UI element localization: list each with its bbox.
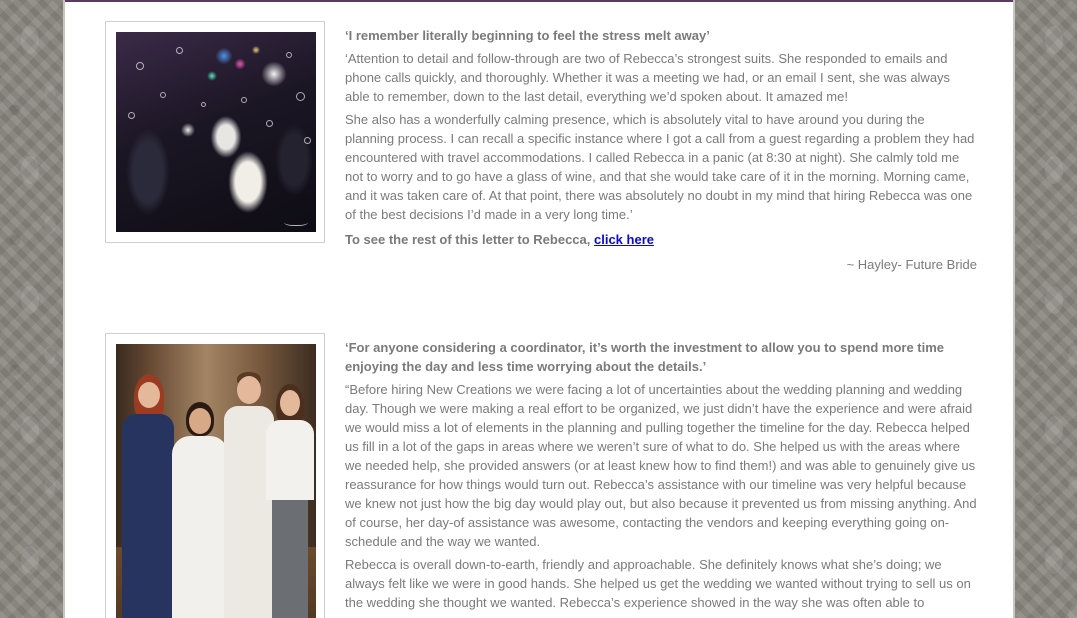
testimonial-title: ‘For anyone considering a coordinator, it’s worth the investment to allow you to spend more time enjoying the day and less time worrying about the details.’ [345,340,945,374]
person-figure [172,402,228,618]
content-page [63,0,1015,618]
testimonial-paragraph: “Before hiring New Creations we were facing a lot of uncertainties about the wedding planning and wedding day. Though we were making a real effort to be organized, we just didn’t have the experience and were afraid we would miss a lot of elements in the planning and pulling together the timeline for the day. Rebecca helped us fill in a lot of the gaps in areas where we weren’t sure of what to do. She helped us with the areas where we needed help, she provided answers (or at least knew how to find them!) and was able to genuinely give us reassurance for how things would turn out. Rebecca’s assistance with our timeline was very helpful because we knew not just how the big day would play out, but also because it prevented us from missing anything. And of course, her day-of assistance was awesome, contacting the vendors and keeping everything going on-schedule and the way we wanted. [345,382,977,549]
testimonial-paragraph: She also has a wonderfully calming presence, which is absolutely vital to have around you during the planning process. I can recall a specific instance where I got a call from a guest regarding a problem they had encountered with travel accommodations. I called Rebecca in a panic (at 8:30 at night). She calmly told me not to worry and to go have a glass of wine, and that she would take care of it in the morning. Morning came, and it was taken care of. At that point, there was absolutely no doubt in my mind that hiring Rebecca was one of the best decisions I’d made in a very long time.’ [345,112,975,222]
photo-frame [105,21,325,243]
testimonial-new-creations [105,333,977,618]
testimonial-signature: ~ Hayley- Future Bride [846,257,977,272]
click-here-link[interactable]: click here [594,232,654,247]
read-more-text: To see the rest of this letter to Rebecca, [345,232,594,247]
header-divider [65,0,1013,2]
testimonial-hayley [105,21,977,281]
person-figure [266,384,314,618]
photographer-signature [284,217,308,226]
photo-frame [105,333,325,618]
testimonial-paragraph: Rebecca is overall down-to-earth, friendly and approachable. She definitely knows what she’s doing; we always felt like we were in good hands. She helped us get the wedding we wanted without trying to sell us on the wedding she thought we wanted. Rebecca’s experience showed in the way she was often able to [345,557,971,610]
testimonial-text [345,21,977,274]
wedding-group-photo [116,344,316,618]
person-figure [122,374,174,618]
wedding-dance-photo [116,32,316,232]
read-more-line [345,230,977,249]
testimonial-paragraph: ‘Attention to detail and follow-through are two of Rebecca’s strongest suits. She responded to emails and phone calls quickly, and thoroughly. Whether it was a meeting we had, or an email I sent, she was always able to remember, down to the last detail, everything we’d spoken about. It amazed me! [345,51,951,104]
testimonial-title: ‘I remember literally beginning to feel the stress melt away’ [345,28,710,43]
testimonial-text [345,333,977,616]
